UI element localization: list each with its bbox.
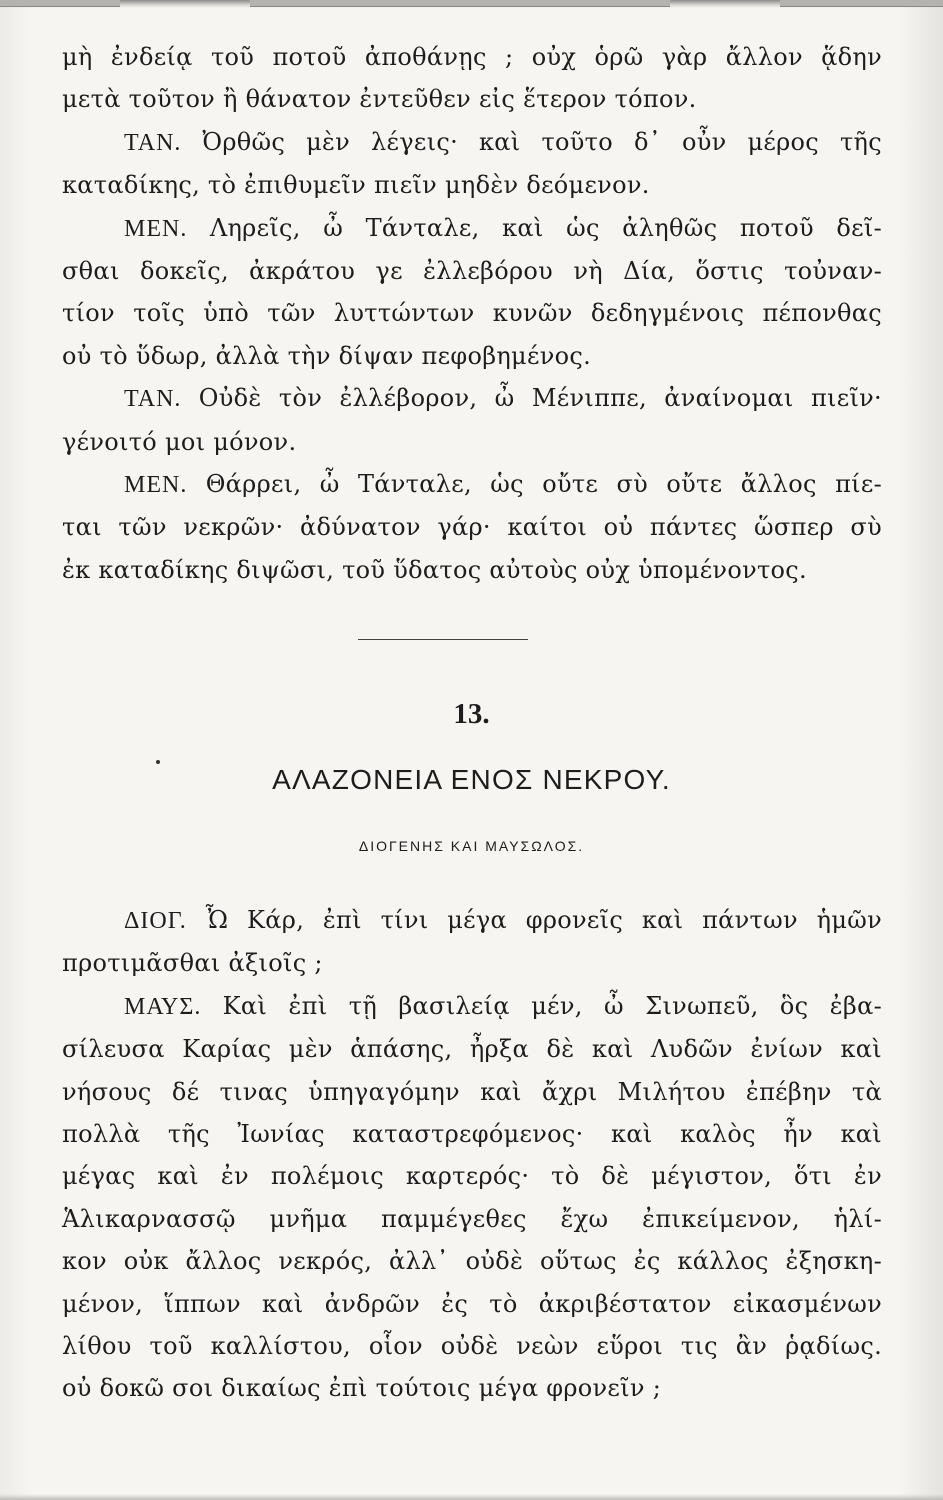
text-line: Ἁλικαρνασσῷ μνῆμα παμμέγεθες ἔχω ἐπικείμενον, ἡλί- [62,1204,882,1233]
speech-first-line: Ὀρθῶς μὲν λέγεις· καὶ τοῦτο δ᾽ οὖν μέρος τῆς [202,127,882,156]
speech-first-line: Θάρρει, ὦ Τάνταλε, ὡς οὔτε σὺ οὔτε ἄλλος πίε- [205,470,883,499]
dialogue-13-text [62,899,882,1410]
speaker-label: ΜΑΥΣ. [124,993,202,1020]
scan-top-edge [0,0,943,8]
speech-first-line: Καὶ ἐπὶ τῇ βασιλείᾳ μέν, ὦ Σινωπεῦ, ὃς ἐβα- [222,991,882,1020]
text-line: μέγας καὶ ἐν πολέμοις καρτερός· τὸ δὲ μέγιστον, ὅτι ἐν [62,1162,882,1191]
speaker-label: ΔΙΟΓ. [124,908,187,934]
text-line: σίλευσα Καρίας μὲν ἁπάσης, ἦρξα δὲ καὶ Λυδῶν ἐνίων καὶ [62,1035,882,1064]
speech-diogenes [62,899,882,942]
text-line: σθαι δοκεῖς, ἀκράτου γε ἐλλεβόρου νὴ Δία, ὅστις τοὐναν- [62,257,882,286]
section-divider [358,639,528,640]
dialogue-persons: ΔΙΟΓΕΝΗΣ ΚΑΙ ΜΑΥΣΩΛΟΣ. [358,838,585,854]
text-line: ἐκ καταδίκης διψῶσι, τοῦ ὕδατος αὐτοὺς οὐχ ὑπομένοντος. [62,555,807,584]
dialogue-12-text [62,36,882,591]
speech-menippus-1 [62,207,882,250]
text-line: οὐ τὸ ὕδωρ, ἀλλὰ τὴν δίψαν πεφοβημένος. [62,341,592,370]
speaker-label: ΤΑΝ. [124,386,182,413]
scan-bottom-edge [0,1494,943,1500]
text-line: μένον, ἵππων καὶ ἀνδρῶν ἐς τὸ ἀκριβέστατον εἰκασμένων [62,1289,882,1318]
speaker-label: ΜΕΝ. [124,215,188,242]
speech-menippus-2 [62,463,882,506]
speech-tantalus-1 [62,121,882,164]
text-line: ται τῶν νεκρῶν· ἀδύνατον γάρ· καίτοι οὐ πάντες ὥσπερ σὺ [62,513,882,542]
text-line: νήσους δέ τινας ὑπηγαγόμην καὶ ἄχρι Μιλήτου ἐπέβην τὰ [62,1077,882,1106]
text-line: μετὰ τοῦτον ἢ θάνατον ἐντεῦθεν εἰς ἕτερον τόπον. [62,85,697,114]
text-line: μὴ ἐνδείᾳ τοῦ ποτοῦ ἀποθάνῃς ; οὐχ ὁρῶ γὰρ ἄλλον ᾅδην [62,43,882,71]
text-line: κον οὐκ ἄλλος νεκρός, ἀλλ᾽ οὐδὲ οὕτως ἐς κάλλος ἐξησκη- [62,1247,882,1276]
speech-tantalus-2 [62,377,882,420]
speech-first-line: Ὦ Κάρ, ἐπὶ τίνι μέγα φρονεῖς καὶ πάντων ἡμῶν [205,906,882,934]
text-line: τίον τοῖς ὑπὸ τῶν λυττώντων κυνῶν δεδηγμένοις πέπονθας [62,299,882,328]
text-line: γένοιτό μοι μόνον. [62,427,297,456]
speech-first-line: Οὐδὲ τὸν ἐλλέβορον, ὦ Μένιππε, ἀναίνομαι πιεῖν· [198,384,882,413]
text-line: πολλὰ τῆς Ἰωνίας καταστρεφόμενος· καὶ καλὸς ἦν καὶ [62,1120,882,1149]
speaker-label: ΤΑΝ. [124,129,182,156]
text-line: λίθου τοῦ καλλίστου, οἷον οὐδὲ νεὼν εὕροι τις ἂν ῥᾳδίως. [62,1332,882,1361]
speaker-label: ΜΕΝ. [124,472,188,499]
dialogue-number: 13. [453,698,490,730]
text-line: καταδίκης, τὸ ἐπιθυμεῖν πιεῖν μηδὲν δεόμενον. [62,171,650,200]
text-line: οὐ δοκῶ σοι δικαίως ἐπὶ τούτοις μέγα φρονεῖν ; [62,1374,662,1403]
speech-first-line: Ληρεῖς, ὦ Τάνταλε, καὶ ὡς ἀληθῶς ποτοῦ δεῖ- [209,213,883,242]
speech-mausolus [62,985,882,1028]
text-line: προτιμᾶσθαι ἀξιοῖς ; [62,949,323,978]
dialogue-title: ΑΛΑΖΟΝΕΙΑ ΕΝΟΣ ΝΕΚΡΟΥ. [272,764,671,795]
